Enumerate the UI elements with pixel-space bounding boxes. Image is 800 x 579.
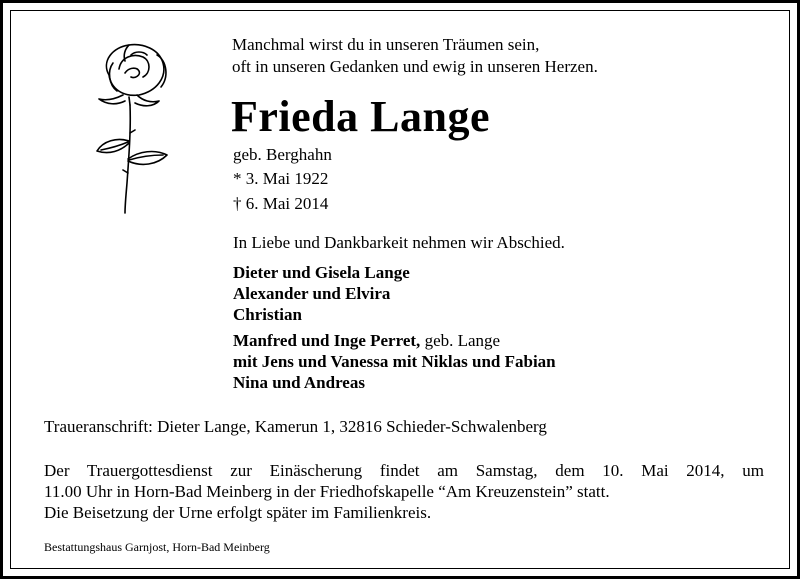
poem-line: Manchmal wirst du in unseren Träumen sein, — [232, 35, 540, 54]
birth-name: geb. Berghahn — [233, 145, 332, 164]
mourner-line: Nina und Andreas — [233, 373, 365, 392]
rose-icon — [73, 33, 183, 218]
poem-line: oft in unseren Gedanken und ewig in unseren Herzen. — [232, 57, 598, 76]
mourner-line: Alexander und Elvira — [233, 284, 391, 303]
mourning-address: Traueranschrift: Dieter Lange, Kamerun 1, 32816 Schieder-Schwalenberg — [44, 417, 547, 436]
service-line: 11.00 Uhr in Horn-Bad Meinberg in der Friedhofskapelle “Am Kreuzenstein” statt. — [44, 482, 610, 501]
birth-date: * 3. Mai 1922 — [233, 169, 329, 188]
mourner-birth-name: geb. Lange — [420, 331, 501, 350]
mourner-names: Manfred und Inge Perret, — [233, 331, 421, 350]
mourner-line: Christian — [233, 305, 302, 324]
death-date: † 6. Mai 2014 — [233, 194, 329, 213]
mourner-line: Dieter und Gisela Lange — [233, 263, 410, 282]
mourner-line — [233, 330, 556, 351]
mourner-line: mit Jens und Vanessa mit Niklas und Fabian — [233, 352, 556, 371]
farewell-text: In Liebe und Dankbarkeit nehmen wir Abschied. — [233, 233, 565, 252]
deceased-name: Frieda Lange — [231, 92, 490, 141]
funeral-home: Bestattungshaus Garnjost, Horn-Bad Meinberg — [44, 540, 270, 554]
service-line: Der Trauergottesdienst zur Einäscherung findet am Samstag, dem 10. Mai 2014, um — [44, 461, 764, 480]
poem — [232, 34, 598, 78]
service-line: Die Beisetzung der Urne erfolgt später im Familienkreis. — [44, 503, 432, 522]
mourners-list — [233, 262, 556, 393]
service-info — [44, 460, 764, 523]
